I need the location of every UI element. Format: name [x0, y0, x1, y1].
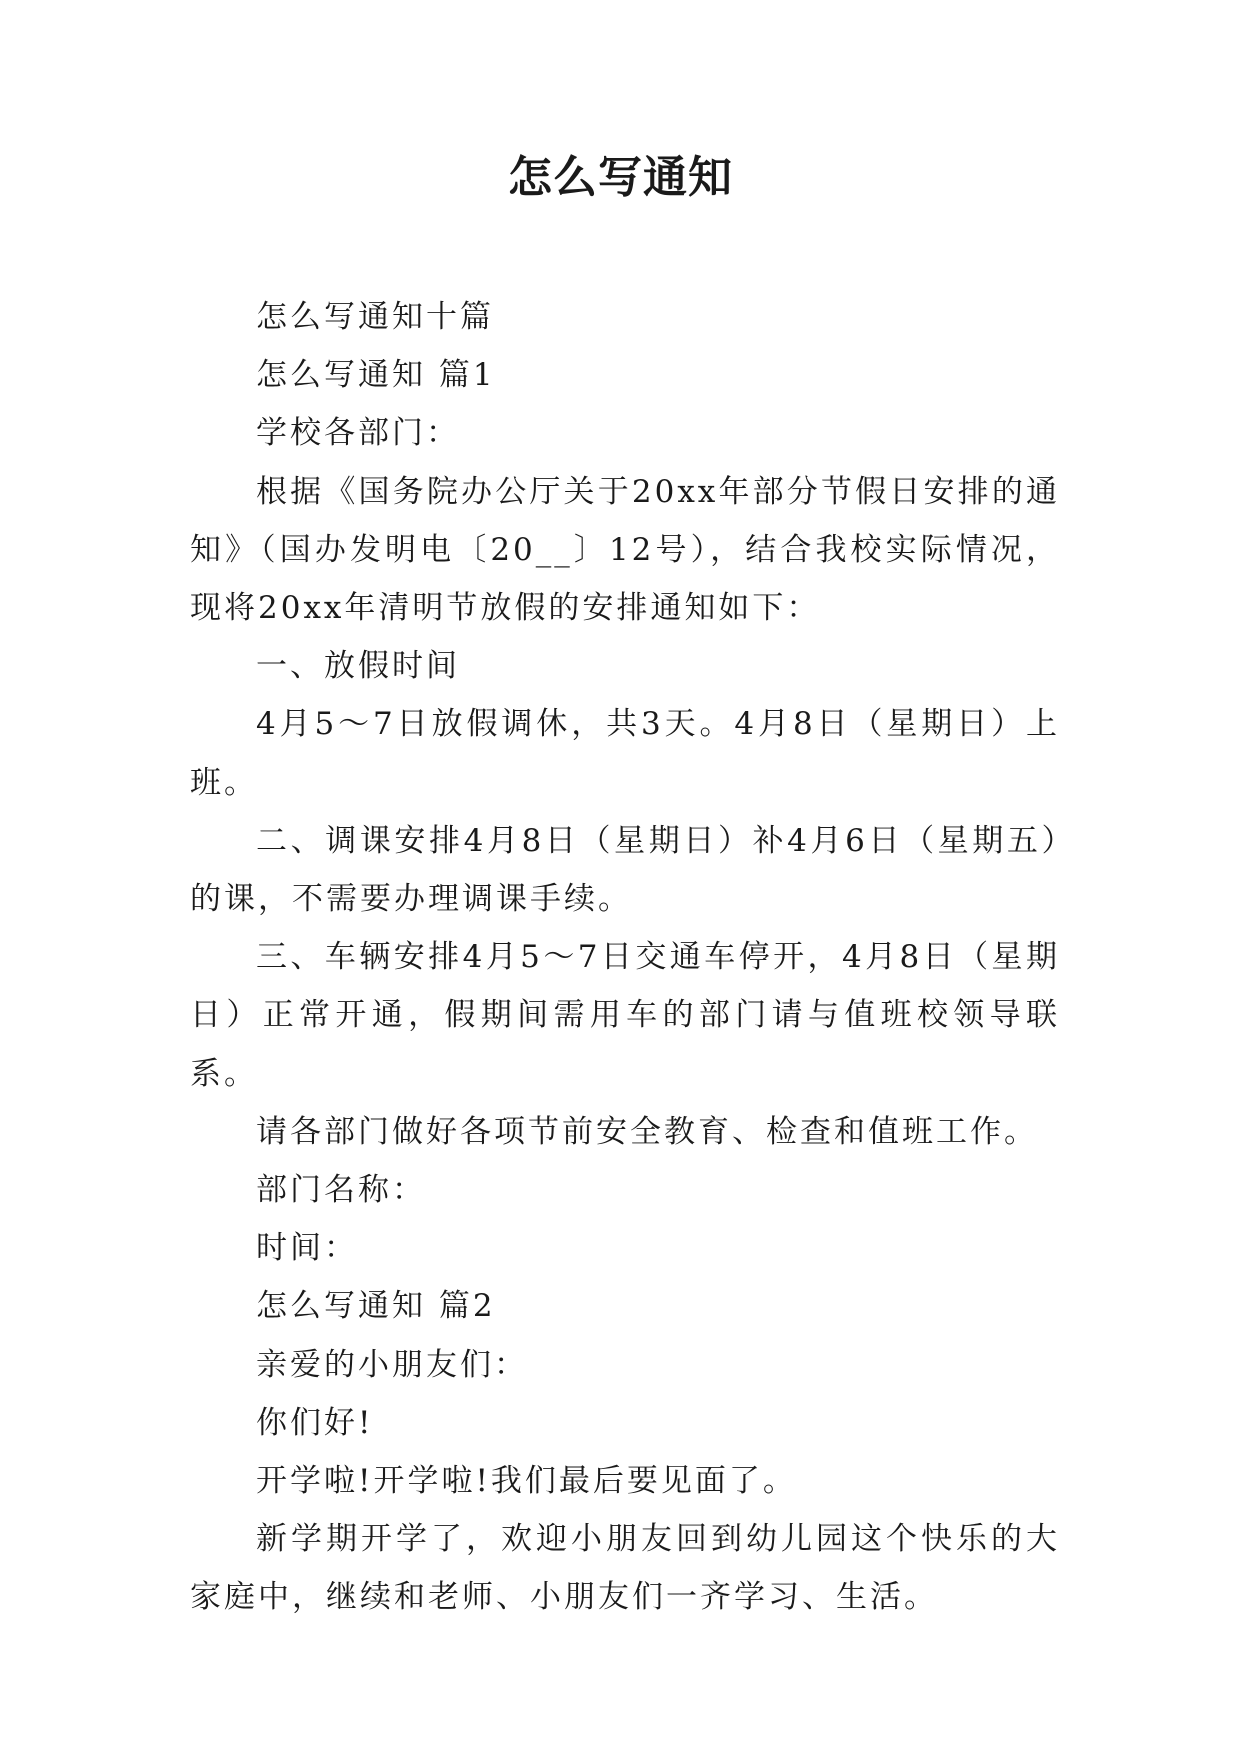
salutation: 学校各部门：	[256, 415, 460, 452]
page-title: 怎么写通知	[508, 152, 733, 203]
salutation: 亲爱的小朋友们：	[256, 1346, 528, 1383]
body-paragraph: 4月5～7日放假调休，共3天。4月8日（星期日）上班。	[190, 706, 1060, 801]
section-heading-2: 怎么写通知 篇2	[256, 1288, 496, 1325]
department-name-field: 部门名称：	[256, 1172, 426, 1209]
body-paragraph: 开学啦!开学啦!我们最后要见面了。	[256, 1463, 797, 1500]
body-paragraph: 三、车辆安排4月5～7日交通车停开，4月8日（星期日）正常开通，假期间需用车的部门请与值班校领导联系。	[190, 939, 1060, 1092]
subtitle-paragraph: 怎么写通知十篇	[256, 299, 494, 335]
list-heading: 一、放假时间	[256, 648, 460, 685]
body-paragraph: 请各部门做好各项节前安全教育、检查和值班工作。	[256, 1113, 1038, 1150]
document-body	[190, 288, 1060, 1627]
time-field: 时间：	[256, 1230, 358, 1267]
section-heading-1: 怎么写通知 篇1	[256, 357, 496, 394]
greeting: 你们好!	[256, 1404, 374, 1441]
body-paragraph: 根据《国务院办公厅关于20xx年部分节假日安排的通知》（国办发明电〔20__〕12号），结合我校实际情况，现将20xx年清明节放假的安排通知如下：	[190, 473, 1060, 627]
body-paragraph: 二、调课安排4月8日（星期日）补4月6日（星期五）的课，不需要办理调课手续。	[190, 822, 1060, 918]
body-paragraph: 新学期开学了，欢迎小朋友回到幼儿园这个快乐的大家庭中，继续和老师、小朋友们一齐学习、生活。	[190, 1521, 1060, 1616]
